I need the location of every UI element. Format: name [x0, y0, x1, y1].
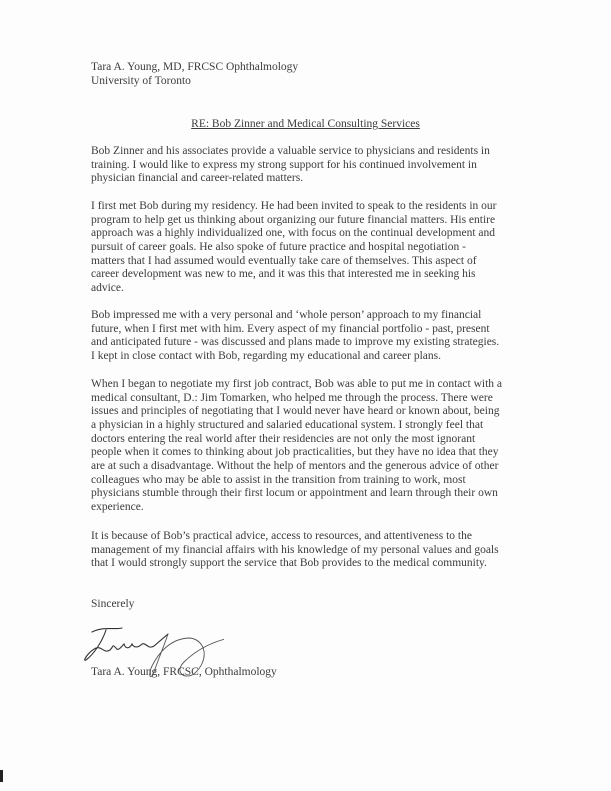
- text-line: Bob Zinner and his associates provide a valuable service to physicians and residents in: [91, 145, 490, 157]
- text-line: career development was new to me, and it was this that interested me in seeking his: [91, 268, 476, 281]
- closing: Sincerely: [91, 598, 135, 610]
- paragraph-2: [91, 200, 497, 296]
- text-line: medical consultant, D.: Jim Tomarken, who helped me through the process. There were: [91, 391, 493, 404]
- text-line: are at such a disadvantage. Without the help of mentors and the generous advice of other: [91, 459, 499, 472]
- text-line: When I began to negotiate my first job contract, Bob was able to put me in contact with a: [91, 378, 503, 390]
- text-line: I kept in close contact with Bob, regarding my educational and career plans.: [91, 349, 441, 362]
- scan-edge-mark: [0, 770, 3, 782]
- subject-line: [0, 117, 611, 131]
- text-line: pursuit of career goals. He also spoke of future practice and hospital negotiation -: [91, 240, 466, 253]
- author-name: Tara A. Young, MD, FRCSC Ophthalmology: [91, 61, 299, 73]
- text-line: issues and principles of negotiating that I would never have heard or known about, being: [91, 405, 500, 418]
- text-line: approach was a highly individualized one, with focus on the continual development and: [91, 227, 495, 240]
- text-line: experience.: [91, 500, 144, 513]
- text-line: physicians stumble through their first locum or appointment and learn through their own: [91, 487, 498, 500]
- subject-text: RE: Bob Zinner and Medical Consulting Services: [191, 118, 420, 130]
- letterhead: [91, 61, 298, 88]
- paragraph-1: [91, 145, 490, 186]
- text-line: future, when I first met with him. Every aspect of my financial portfolio - past, present: [91, 322, 490, 335]
- text-line: training. I would like to express my strong support for his continued involvement in: [91, 158, 477, 171]
- paragraph-4: [91, 378, 502, 515]
- text-line: It is because of Bob’s practical advice, access to resources, and attentiveness to the: [91, 530, 472, 542]
- author-institution: University of Toronto: [91, 74, 191, 87]
- text-line: colleagues who may be able to assist in the transition from training to work, most: [91, 473, 466, 486]
- text-line: I first met Bob during my residency. He had been invited to speak to the residents in our: [91, 200, 497, 212]
- text-line: and anticipated future - was discussed and plans made to improve my existing strategies.: [91, 336, 500, 349]
- paragraph-3: [91, 309, 499, 364]
- text-line: matters that I had assumed would eventually take care of themselves. This aspect of: [91, 254, 477, 267]
- text-line: a physician in a highly structured and salaried educational system. I strongly feel that: [91, 418, 484, 431]
- text-line: Bob impressed me with a very personal and ‘whole person’ approach to my financial: [91, 309, 482, 321]
- text-line: that I would strongly support the service that Bob provides to the medical community.: [91, 557, 487, 570]
- paragraph-5: [91, 530, 499, 571]
- text-line: people when it comes to thinking about job practicalities, but they have no idea that they: [91, 446, 499, 459]
- text-line: management of my financial affairs with his knowledge of my personal values and goals: [91, 543, 499, 556]
- text-line: doctors entering the real world after their residencies are not only the most ignorant: [91, 432, 476, 445]
- text-line: program to help get us thinking about organizing our future financial matters. His entire: [91, 213, 496, 226]
- text-line: advice.: [91, 281, 124, 294]
- text-line: physician financial and career-related matters.: [91, 172, 304, 185]
- signatory-name: Tara A. Young, FRCSC, Ophthalmology: [91, 666, 277, 678]
